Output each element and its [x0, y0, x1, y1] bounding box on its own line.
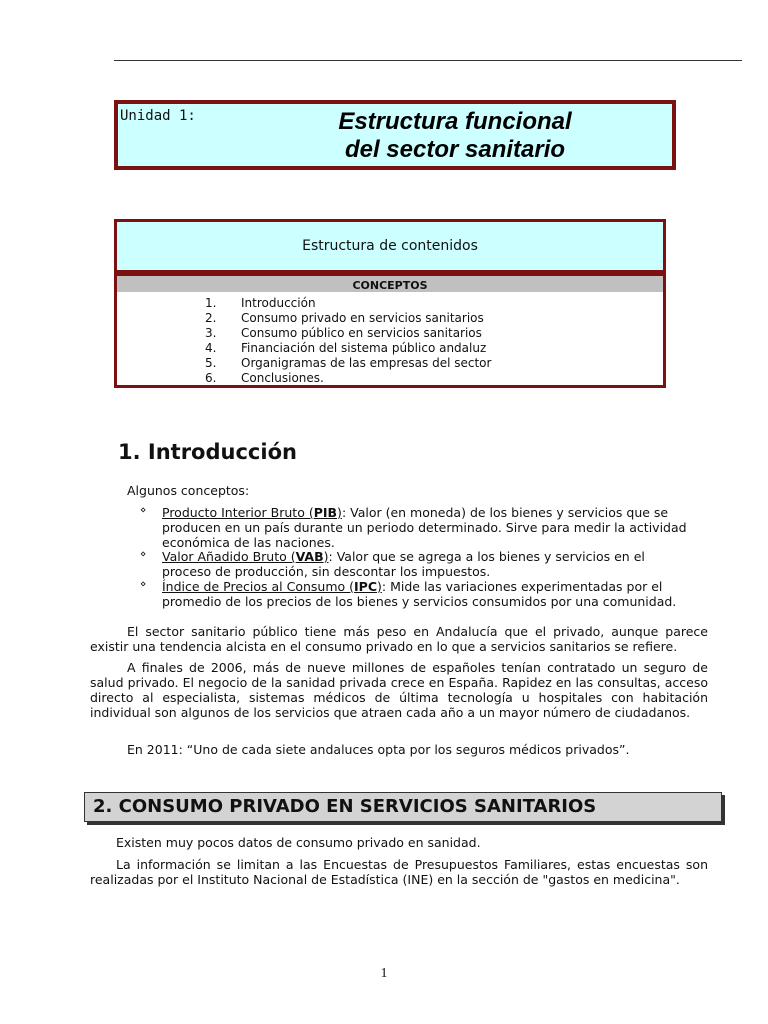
list-item-label: Organigramas de las empresas del sector — [241, 356, 492, 370]
paragraph: Existen muy pocos datos de consumo privado en sanidad. — [116, 835, 481, 850]
list-item-label: Consumo público en servicios sanitarios — [241, 326, 482, 340]
definition-text: : Mide las variaciones experimentadas por el promedio de los precios de los bienes y servicios consumidos por una comunidad. — [162, 579, 677, 609]
bullet-icon: ⋄ — [140, 579, 147, 590]
definition-abbr: PIB — [313, 505, 338, 520]
definition-abbr: VAB — [295, 549, 324, 564]
list-item — [205, 311, 484, 326]
list-item-number: 4. — [205, 341, 217, 355]
definition-item — [162, 505, 707, 550]
unit-title — [238, 108, 672, 164]
section-1-heading: 1. Introducción — [118, 440, 297, 464]
definition-text: : Valor que se agrega a los bienes y servicios en el proceso de producción, sin descontar los impuestos. — [162, 549, 645, 579]
list-item — [205, 371, 324, 386]
paragraph: A finales de 2006, más de nueve millones de españoles tenían contratado un seguro de salud privado. El negocio de la sanidad privada crece en España. Rapidez en las consultas, acceso directo al especialista, sistemas médicos de última tecnología u hospitales con habitación individual son algunos de los servicios que atraen cada año a un mayor número de ciudadanos. — [90, 660, 708, 720]
concepts-header: CONCEPTOS — [114, 273, 666, 298]
list-item-number: 1. — [205, 296, 217, 310]
definition-text: : Valor (en moneda) de los bienes y servicios que se producen en un país durante un periodo determinado. Sirve para medir la actividad económica de las naciones. — [162, 505, 687, 550]
concepts-list — [114, 292, 666, 388]
section-2-heading: 2. CONSUMO PRIVADO EN SERVICIOS SANITARIOS — [84, 792, 722, 822]
list-item-number: 2. — [205, 311, 217, 325]
list-item-label: Introducción — [241, 296, 316, 310]
definition-term: Índice de Precios al Consumo (IPC) — [162, 579, 382, 594]
paragraph: El sector sanitario público tiene más peso en Andalucía que el privado, aunque parece existir una tendencia alcista en el consumo privado en lo que a servicios sanitarios se refiere. — [90, 624, 708, 654]
unit-title-box — [114, 100, 676, 170]
definition-abbr: IPC — [354, 579, 378, 594]
list-item-label: Consumo privado en servicios sanitarios — [241, 311, 484, 325]
definition-term: Producto Interior Bruto (PIB) — [162, 505, 342, 520]
paragraph: En 2011: “Uno de cada siete andaluces opta por los seguros médicos privados”. — [127, 742, 630, 757]
header-rule — [114, 60, 742, 61]
list-item-number: 5. — [205, 356, 217, 370]
list-item-number: 6. — [205, 371, 217, 385]
list-item — [205, 356, 491, 371]
paragraph: La información se limitan a las Encuestas de Presupuestos Familiares, estas encuestas son realizadas por el Instituto Nacional de Estadística (INE) en la sección de "gastos en medicina". — [90, 857, 708, 887]
unit-label: Unidad 1: — [120, 108, 196, 124]
list-item — [205, 326, 482, 341]
definition-term: Valor Añadido Bruto (VAB) — [162, 549, 329, 564]
list-item — [205, 296, 316, 311]
definition-item — [162, 579, 707, 609]
list-item-label: Financiación del sistema público andaluz — [241, 341, 487, 355]
list-item-number: 3. — [205, 326, 217, 340]
unit-title-line-1: Estructura funcional — [338, 108, 572, 135]
list-item-label: Conclusiones. — [241, 371, 324, 385]
page-number: 1 — [380, 966, 388, 981]
list-item — [205, 341, 486, 356]
definition-item — [162, 549, 677, 579]
bullet-icon: ⋄ — [140, 505, 147, 516]
bullet-icon: ⋄ — [140, 549, 147, 560]
section-1-intro: Algunos conceptos: — [127, 483, 250, 498]
contents-title: Estructura de contenidos — [302, 238, 478, 254]
unit-title-line-2: del sector sanitario — [344, 136, 566, 163]
contents-title-box — [114, 219, 666, 273]
